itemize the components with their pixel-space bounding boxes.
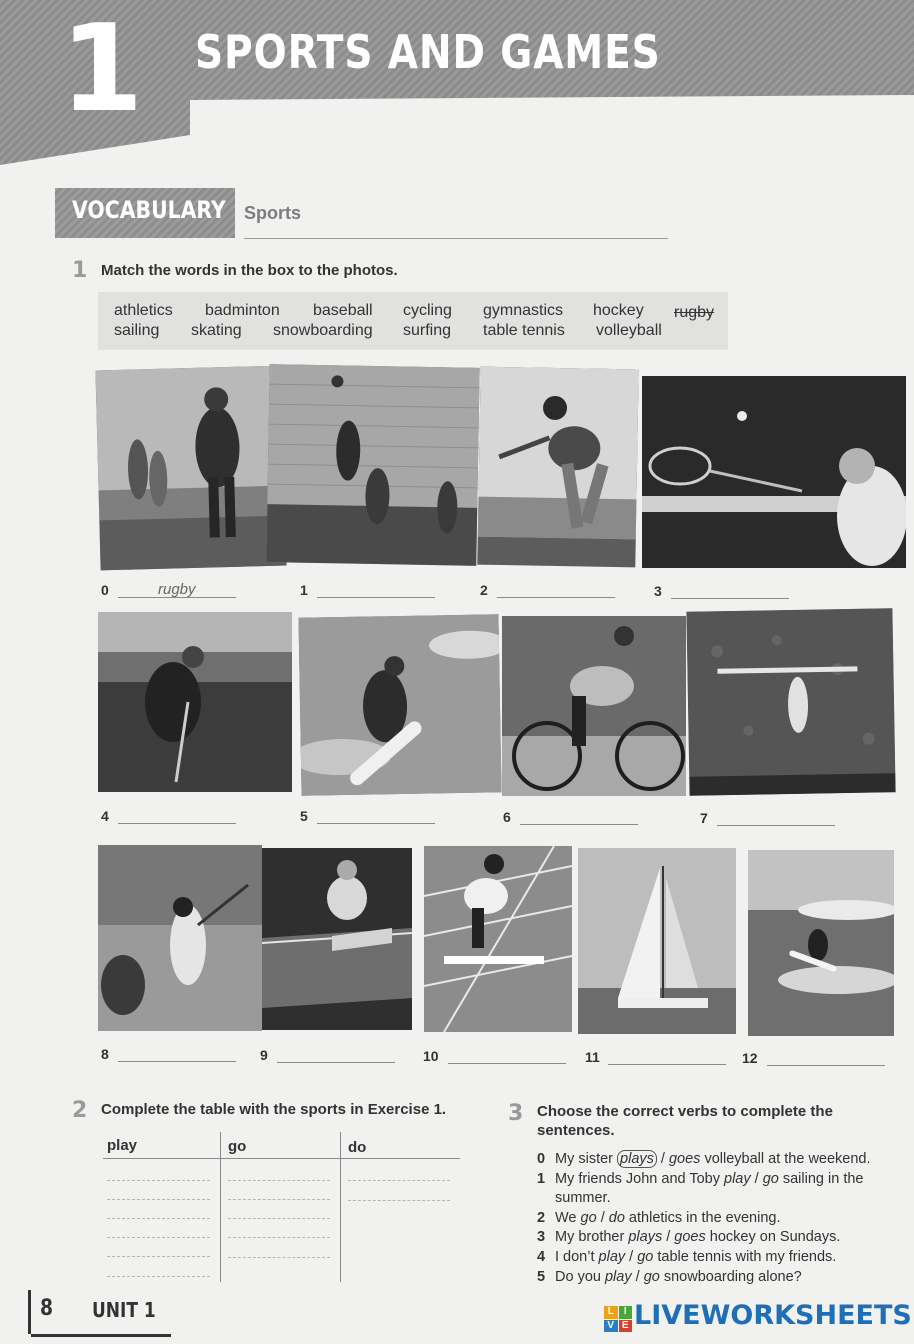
photo-number: 3	[654, 583, 662, 599]
sentence-text: volleyball at the weekend.	[700, 1151, 871, 1167]
sentence-item	[537, 1248, 836, 1267]
word-item: sailing	[114, 322, 160, 339]
answer-input[interactable]	[671, 598, 789, 599]
answer-input[interactable]	[608, 1064, 726, 1065]
sentence-item	[537, 1209, 780, 1228]
sentence-item	[537, 1268, 802, 1287]
separator: /	[596, 1210, 609, 1226]
verb-option[interactable]: go	[643, 1269, 660, 1285]
table-answer-input[interactable]	[348, 1180, 450, 1182]
table-column-header: do	[348, 1139, 367, 1156]
sentence-text: My friends John and Toby	[555, 1171, 724, 1187]
sentence-continuation: summer.	[555, 1190, 611, 1206]
table-answer-input[interactable]	[348, 1200, 450, 1202]
answer-input[interactable]	[767, 1065, 885, 1066]
word-item: cycling	[403, 302, 452, 319]
section-rule	[244, 238, 668, 239]
sentence-item	[537, 1150, 871, 1169]
sentence-text: We	[555, 1210, 581, 1226]
verb-option[interactable]: play	[724, 1171, 751, 1187]
verb-option[interactable]: plays	[628, 1229, 663, 1245]
unit-number: 1	[60, 0, 144, 139]
table-answer-input[interactable]	[228, 1218, 330, 1220]
photo-number: 0	[101, 582, 109, 598]
photo-number: 7	[700, 810, 708, 826]
table-divider	[220, 1132, 221, 1282]
sentence-text: hockey on Sundays.	[705, 1229, 841, 1245]
photo-table-tennis	[262, 848, 412, 1030]
table-answer-input[interactable]	[107, 1180, 210, 1182]
photo-athletics	[424, 846, 572, 1032]
word-item: baseball	[313, 302, 373, 319]
footer-rule	[31, 1334, 171, 1337]
table-answer-input[interactable]	[107, 1276, 210, 1278]
photo-number: 4	[101, 808, 109, 824]
separator: /	[625, 1249, 638, 1265]
sentence-text: table tennis with my friends.	[653, 1249, 837, 1265]
exercise-3-instruction-cont: sentences.	[537, 1122, 615, 1139]
page-number-bar	[28, 1290, 31, 1334]
word-item: athletics	[114, 302, 173, 319]
sentence-number: 2	[537, 1210, 546, 1226]
unit-label: UNIT 1	[92, 1298, 156, 1322]
exercise-2-number: 2	[72, 1098, 88, 1123]
photo-number: 2	[480, 582, 488, 598]
photo-rugby	[95, 366, 286, 571]
sentence-number: 1	[537, 1171, 546, 1187]
separator: /	[631, 1269, 644, 1285]
photo-snowboarding	[298, 614, 501, 795]
answer-input[interactable]	[118, 1061, 236, 1062]
exercise-1-instruction: Match the words in the box to the photos.	[101, 262, 398, 279]
table-answer-input[interactable]	[228, 1237, 330, 1239]
photo-number: 5	[300, 808, 308, 824]
logo-letter: V	[604, 1320, 618, 1333]
table-answer-input[interactable]	[107, 1256, 210, 1258]
table-column-header: go	[228, 1138, 247, 1155]
separator: /	[662, 1229, 675, 1245]
verb-option[interactable]: play	[598, 1249, 626, 1265]
word-item: badminton	[205, 302, 280, 319]
photo-sailing	[578, 848, 736, 1034]
photo-number: 6	[503, 809, 511, 825]
verb-option[interactable]: go	[762, 1171, 779, 1187]
verb-option[interactable]: do	[608, 1210, 625, 1226]
word-item: surfing	[403, 322, 452, 339]
table-answer-input[interactable]	[107, 1199, 210, 1201]
sentence-number: 3	[537, 1229, 546, 1245]
word-item: gymnastics	[483, 302, 564, 319]
word-item: volleyball	[596, 322, 662, 339]
verb-option[interactable]: goes	[668, 1151, 701, 1167]
answer-input[interactable]	[277, 1062, 395, 1063]
photo-number: 1	[300, 582, 308, 598]
exercise-2-instruction: Complete the table with the sports in Exercise 1.	[101, 1101, 447, 1118]
table-divider	[340, 1132, 341, 1282]
verb-option[interactable]: go	[637, 1249, 654, 1265]
photo-number: 8	[101, 1046, 109, 1062]
answer-input[interactable]	[448, 1063, 566, 1064]
photo-gymnastics	[686, 608, 895, 796]
photo-volleyball	[266, 364, 479, 566]
verb-option[interactable]: play	[604, 1269, 632, 1285]
word-box	[98, 292, 728, 350]
sentence-item	[537, 1228, 840, 1247]
table-answer-input[interactable]	[107, 1218, 210, 1220]
sentence-text: My sister	[555, 1151, 618, 1167]
section-label: VOCABULARY	[72, 196, 226, 224]
photo-number: 9	[260, 1047, 268, 1063]
example-answer: rugby	[158, 581, 196, 598]
sentence-text: sailing in the	[778, 1171, 864, 1187]
verb-option[interactable]: goes	[674, 1229, 706, 1245]
liveworksheets-logo-icon	[604, 1306, 632, 1332]
table-answer-input[interactable]	[228, 1180, 330, 1182]
word-item: table tennis	[483, 322, 565, 339]
photo-cycling	[502, 616, 686, 796]
page-number: 8	[40, 1296, 54, 1321]
photo-hockey	[98, 612, 292, 792]
liveworksheets-brand[interactable]: LIVEWORKSHEETS	[634, 1300, 912, 1331]
photo-number: 11	[585, 1049, 600, 1065]
verb-option-selected[interactable]: plays	[617, 1150, 657, 1168]
photo-skating	[477, 367, 638, 568]
sentence-item	[537, 1170, 863, 1189]
word-item: skating	[191, 322, 242, 339]
photo-surfing	[748, 850, 894, 1036]
photo-badminton	[642, 376, 906, 568]
word-item-struck: rugby	[674, 304, 715, 321]
table-header-rule	[103, 1158, 460, 1159]
photo-number: 10	[423, 1048, 439, 1064]
unit-title: SPORTS AND GAMES	[195, 25, 661, 79]
answer-input[interactable]	[497, 597, 615, 598]
section-topic: Sports	[244, 203, 302, 223]
exercise-1-number: 1	[72, 258, 88, 283]
separator: /	[750, 1171, 763, 1187]
table-column-header: play	[107, 1137, 138, 1154]
logo-letter: E	[619, 1320, 633, 1333]
sentence-number: 5	[537, 1269, 546, 1285]
answer-input[interactable]	[717, 825, 835, 826]
sentence-text: Do you	[555, 1269, 605, 1285]
verb-option[interactable]: go	[580, 1210, 597, 1226]
sentence-text: athletics in the evening.	[624, 1210, 781, 1226]
photo-baseball	[98, 845, 262, 1031]
answer-input[interactable]	[520, 824, 638, 825]
word-item: hockey	[593, 302, 644, 319]
sentence-text: My brother	[555, 1229, 629, 1245]
sentence-number: 0	[537, 1151, 546, 1167]
sentence-number: 4	[537, 1249, 546, 1265]
table-answer-input[interactable]	[228, 1257, 330, 1259]
answer-input[interactable]	[317, 823, 435, 824]
exercise-3-instruction: Choose the correct verbs to complete the	[537, 1103, 833, 1120]
logo-letter: I	[619, 1306, 633, 1319]
sentence-text: I don’t	[555, 1249, 599, 1265]
photo-number: 12	[742, 1050, 758, 1066]
logo-letter: L	[604, 1306, 618, 1319]
table-answer-input[interactable]	[107, 1237, 210, 1239]
answer-input[interactable]	[118, 823, 236, 824]
separator: /	[656, 1151, 669, 1167]
word-item: snowboarding	[273, 322, 373, 339]
table-answer-input[interactable]	[228, 1199, 330, 1201]
sentence-text: snowboarding alone?	[659, 1269, 802, 1285]
exercise-3-number: 3	[508, 1101, 524, 1126]
answer-input[interactable]	[317, 597, 435, 598]
